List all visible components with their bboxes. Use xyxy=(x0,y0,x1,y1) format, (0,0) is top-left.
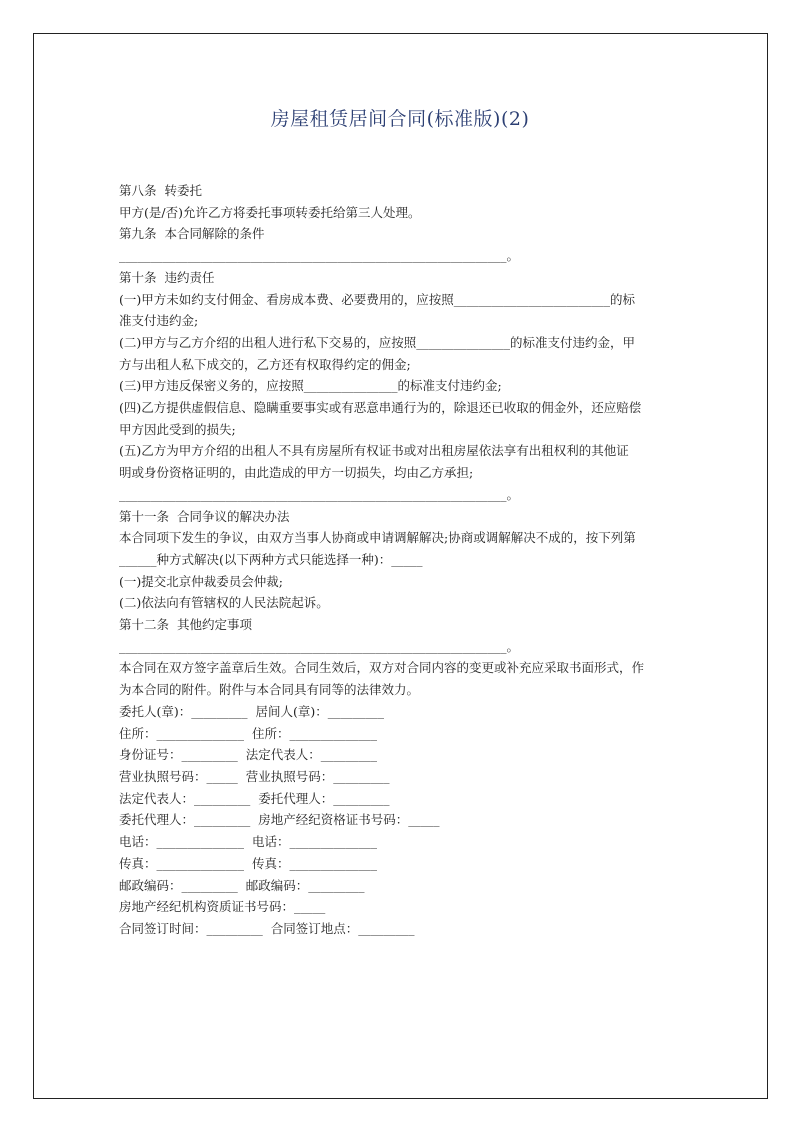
document-title: 房屋租赁居间合同(标准版)(2) xyxy=(270,108,530,130)
signature-field-row: 身份证号：_________ 法定代表人：_________ xyxy=(119,747,377,763)
signature-field-row: 邮政编码：_________ 邮政编码：_________ xyxy=(119,877,365,893)
article-9-heading: 第九条 本合同解除的条件 xyxy=(119,226,265,242)
text-line: 明或身份资格证明的，由此造成的甲方一切损失，均由乙方承担; xyxy=(119,465,474,481)
text-line: (四)乙方提供虚假信息、隐瞒重要事实或有恶意串通行为的，除退还已收取的佣金外，还应赔偿 xyxy=(119,400,642,416)
text-line: 为本合同的附件。附件与本合同具有同等的法律效力。 xyxy=(119,682,420,698)
article-8-heading: 第八条 转委托 xyxy=(119,183,202,198)
blank-line: ______________________________________________________________。 xyxy=(119,638,520,654)
article-11-heading: 第十一条 合同争议的解决办法 xyxy=(119,508,290,524)
signature-field-row: 合同签订时间：_________ 合同签订地点：_________ xyxy=(119,920,415,936)
text-line: 甲方(是/否)允许乙方将委托事项转委托给第三人处理。 xyxy=(119,204,421,220)
article-10-heading: 第十条 违约责任 xyxy=(119,269,215,285)
signature-field-row: 委托人(章)：_________ 居间人(章)：_________ xyxy=(119,703,384,719)
signature-field-row: 营业执照号码：_____ 营业执照号码：_________ xyxy=(119,768,390,784)
text-line: 方与出租人私下成交的，乙方还有权取得约定的佣金; xyxy=(119,356,411,372)
text-line: (一)甲方未如约支付佣金、看房成本费、必要费用的，应按照_________________________的标 xyxy=(119,291,636,307)
text-line: 准支付违约金; xyxy=(119,313,199,329)
signature-field-row: 委托代理人：_________ 房地产经纪资格证书号码：_____ xyxy=(119,812,440,828)
signature-field-row: 法定代表人：_________ 委托代理人：_________ xyxy=(119,790,390,806)
text-line: ______种方式解决(以下两种方式只能选择一种)：_____ xyxy=(119,551,423,567)
signature-field-row: 传真：______________ 传真：______________ xyxy=(119,855,377,871)
text-line: 本合同项下发生的争议，由双方当事人协商或申请调解解决;协商或调解解决不成的，按下列第 xyxy=(119,530,636,546)
blank-line: ______________________________________________________________。 xyxy=(119,248,520,264)
text-line: 本合同在双方签字盖章后生效。合同生效后，双方对合同内容的变更或补充应采取书面形式，作 xyxy=(119,660,645,676)
signature-field-row: 住所：______________ 住所：______________ xyxy=(119,725,377,741)
text-line: 甲方因此受到的损失; xyxy=(119,421,236,437)
article-12-heading: 第十二条 其他约定事项 xyxy=(119,617,252,633)
signature-field-row: 电话：______________ 电话：______________ xyxy=(119,834,377,850)
blank-line: ______________________________________________________________。 xyxy=(119,486,520,502)
contract-body xyxy=(119,180,691,940)
text-line: (三)甲方违反保密义务的，应按照_______________的标准支付违约金; xyxy=(119,378,502,394)
text-line: (五)乙方为甲方介绍的出租人不具有房屋所有权证书或对出租房屋依法享有出租权利的其他证 xyxy=(119,443,629,459)
text-line: (二)依法向有管辖权的人民法院起诉。 xyxy=(119,595,329,611)
text-line: (二)甲方与乙方介绍的出租人进行私下交易的，应按照_______________的标准支付违约金，甲 xyxy=(119,334,636,350)
text-line: (一)提交北京仲裁委员会仲裁; xyxy=(119,573,283,589)
signature-field-row: 房地产经纪机构资质证书号码：_____ xyxy=(119,899,326,915)
